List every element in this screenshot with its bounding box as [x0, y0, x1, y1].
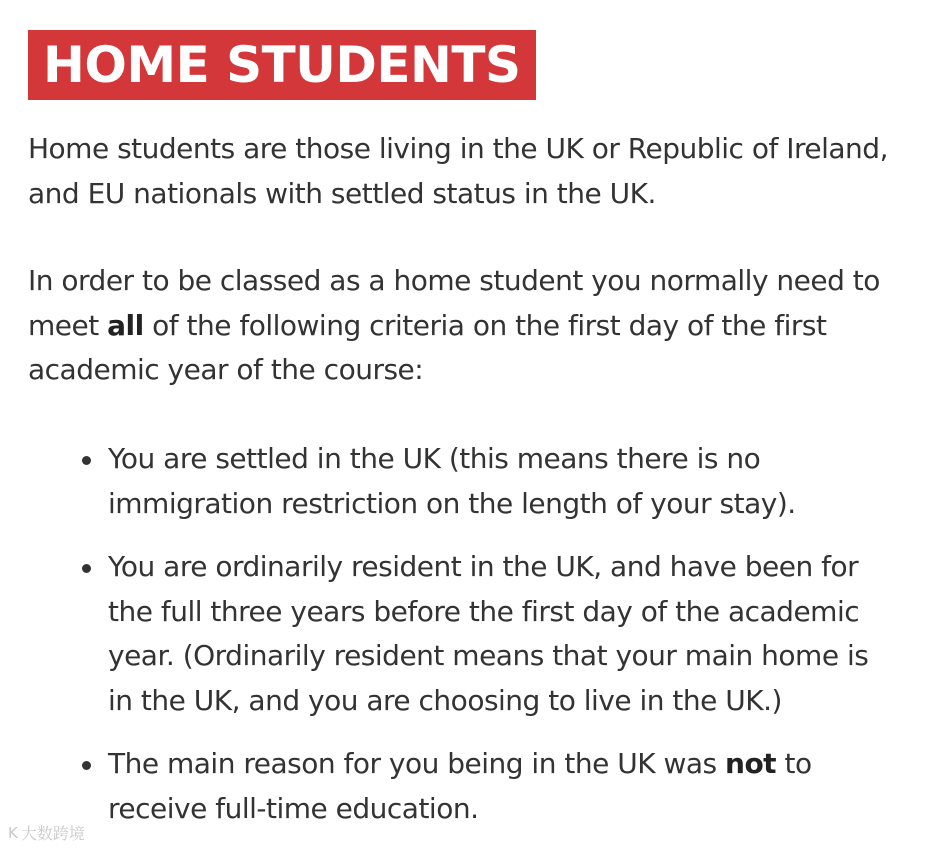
list-item-text: You are ordinarily resident in the UK, and have been for the full three years before the first day of the academic year. (Ordinarily resident means that your main home is in the UK, and you are choosing to live in the UK.) — [108, 550, 869, 717]
watermark-logo-icon: K — [8, 823, 17, 842]
list-item-text-end: to receive full-time education. — [108, 747, 812, 825]
criteria-intro-text-end: of the following criteria on the first day of the first academic year of the course: — [28, 308, 827, 386]
criteria-emphasis: all — [107, 308, 144, 342]
criteria-list — [0, 437, 930, 850]
bullet-icon — [82, 564, 91, 573]
intro-paragraph: Home students are those living in the UK or Republic of Ireland, and EU nationals with settled status in the UK. — [28, 132, 888, 210]
criteria-intro-paragraph — [28, 259, 908, 393]
list-item-text: The main reason for you being in the UK was — [108, 747, 726, 780]
list-item — [0, 742, 898, 831]
watermark — [8, 821, 85, 844]
list-item — [0, 545, 898, 723]
watermark-text: 大数跨境 — [20, 824, 85, 843]
bullet-icon — [82, 456, 91, 465]
criteria-intro-text: In order to be classed as a home student you normally need to meet — [28, 264, 880, 342]
list-item — [0, 437, 898, 526]
heading-container — [28, 30, 536, 100]
page-title: HOME STUDENTS — [28, 30, 536, 100]
bullet-icon — [82, 761, 91, 770]
list-item-text: You are settled in the UK (this means there is no immigration restriction on the length of your stay). — [108, 442, 796, 520]
list-item-emphasis: not — [725, 747, 777, 780]
